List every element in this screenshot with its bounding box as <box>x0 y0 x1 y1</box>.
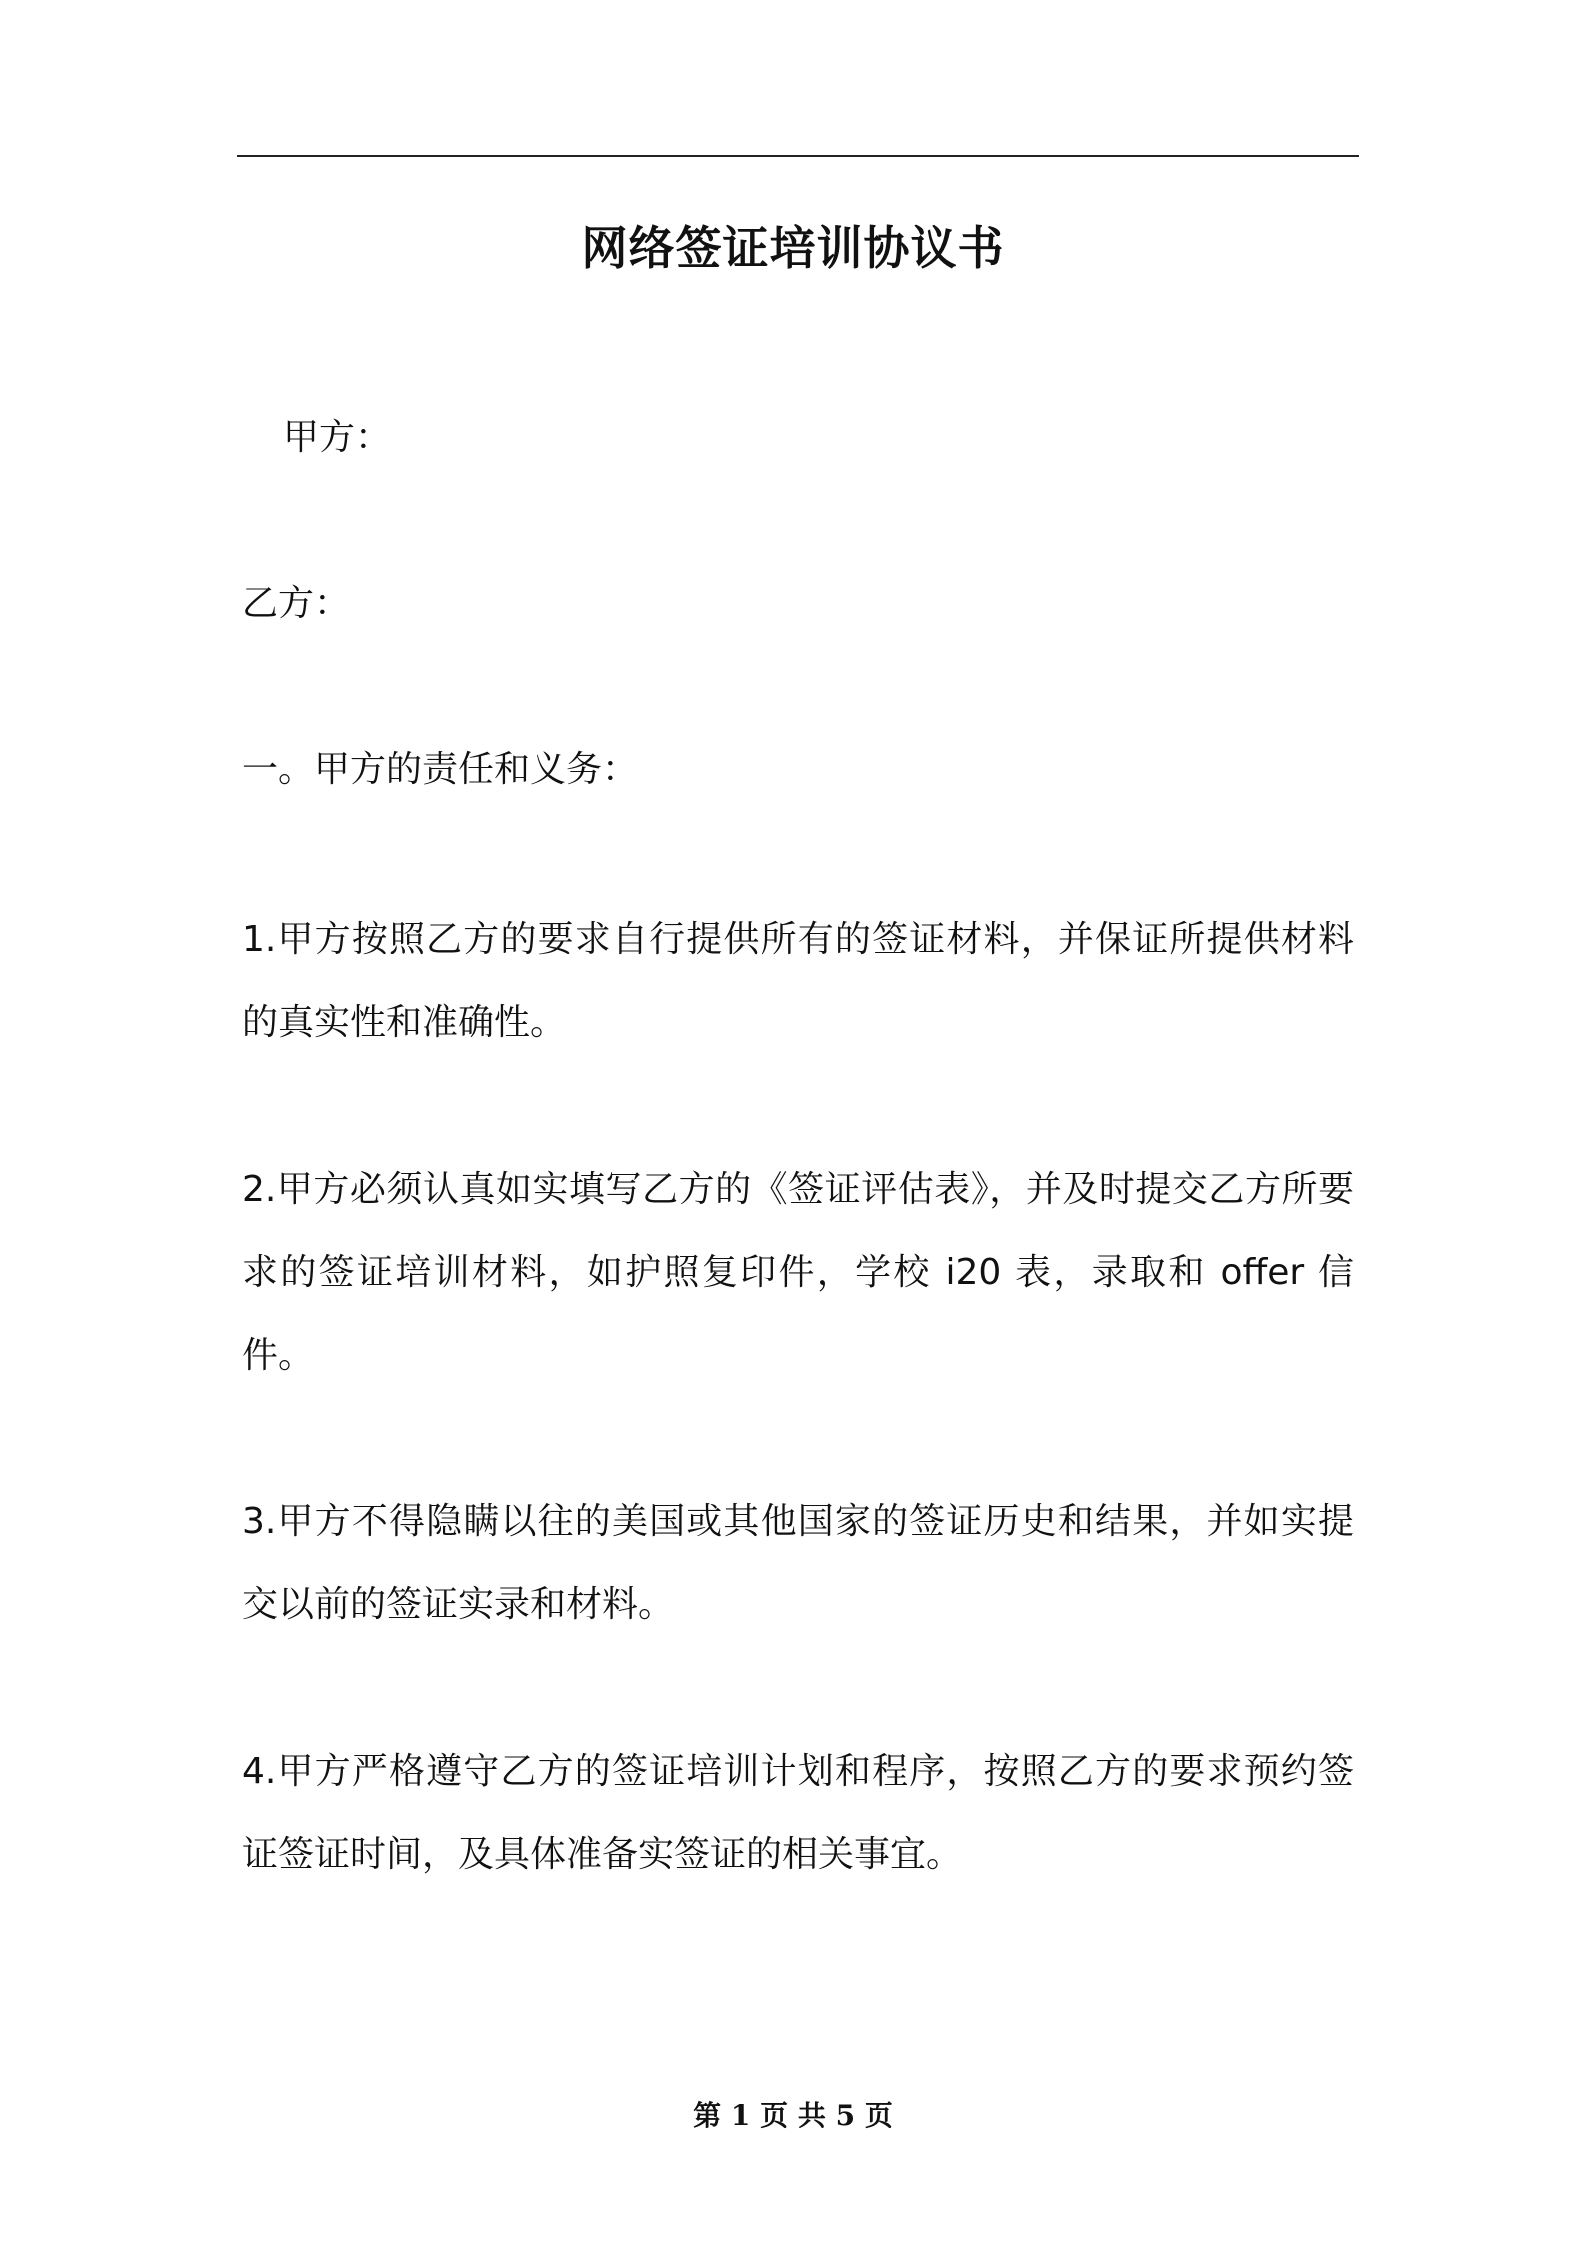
party-b-label: 乙方： <box>242 583 351 624</box>
clause-2: 2.甲方必须认真如实填写乙方的《签证评估表》，并及时提交乙方所要求的签证培训材料，如护照复印件，学校 i20 表，录取和 offer 信件。 <box>242 1169 1354 1376</box>
header-rule <box>237 155 1359 157</box>
clause-3: 3.甲方不得隐瞒以往的美国或其他国家的签证历史和结果，并如实提交以前的签证实录和材料。 <box>242 1501 1354 1625</box>
party-a-label: 甲方： <box>283 417 392 458</box>
section-1-heading: 一。甲方的责任和义务： <box>242 749 639 790</box>
clause-1: 1.甲方按照乙方的要求自行提供所有的签证材料，并保证所提供材料的真实性和准确性。 <box>242 919 1354 1043</box>
page-number-footer: 第 1 页 共 5 页 <box>693 2099 893 2132</box>
clause-4: 4.甲方严格遵守乙方的签证培训计划和程序，按照乙方的要求预约签证签证时间，及具体准备实签证的相关事宜。 <box>242 1751 1354 1875</box>
document-title: 网络签证培训协议书 <box>581 221 1005 275</box>
